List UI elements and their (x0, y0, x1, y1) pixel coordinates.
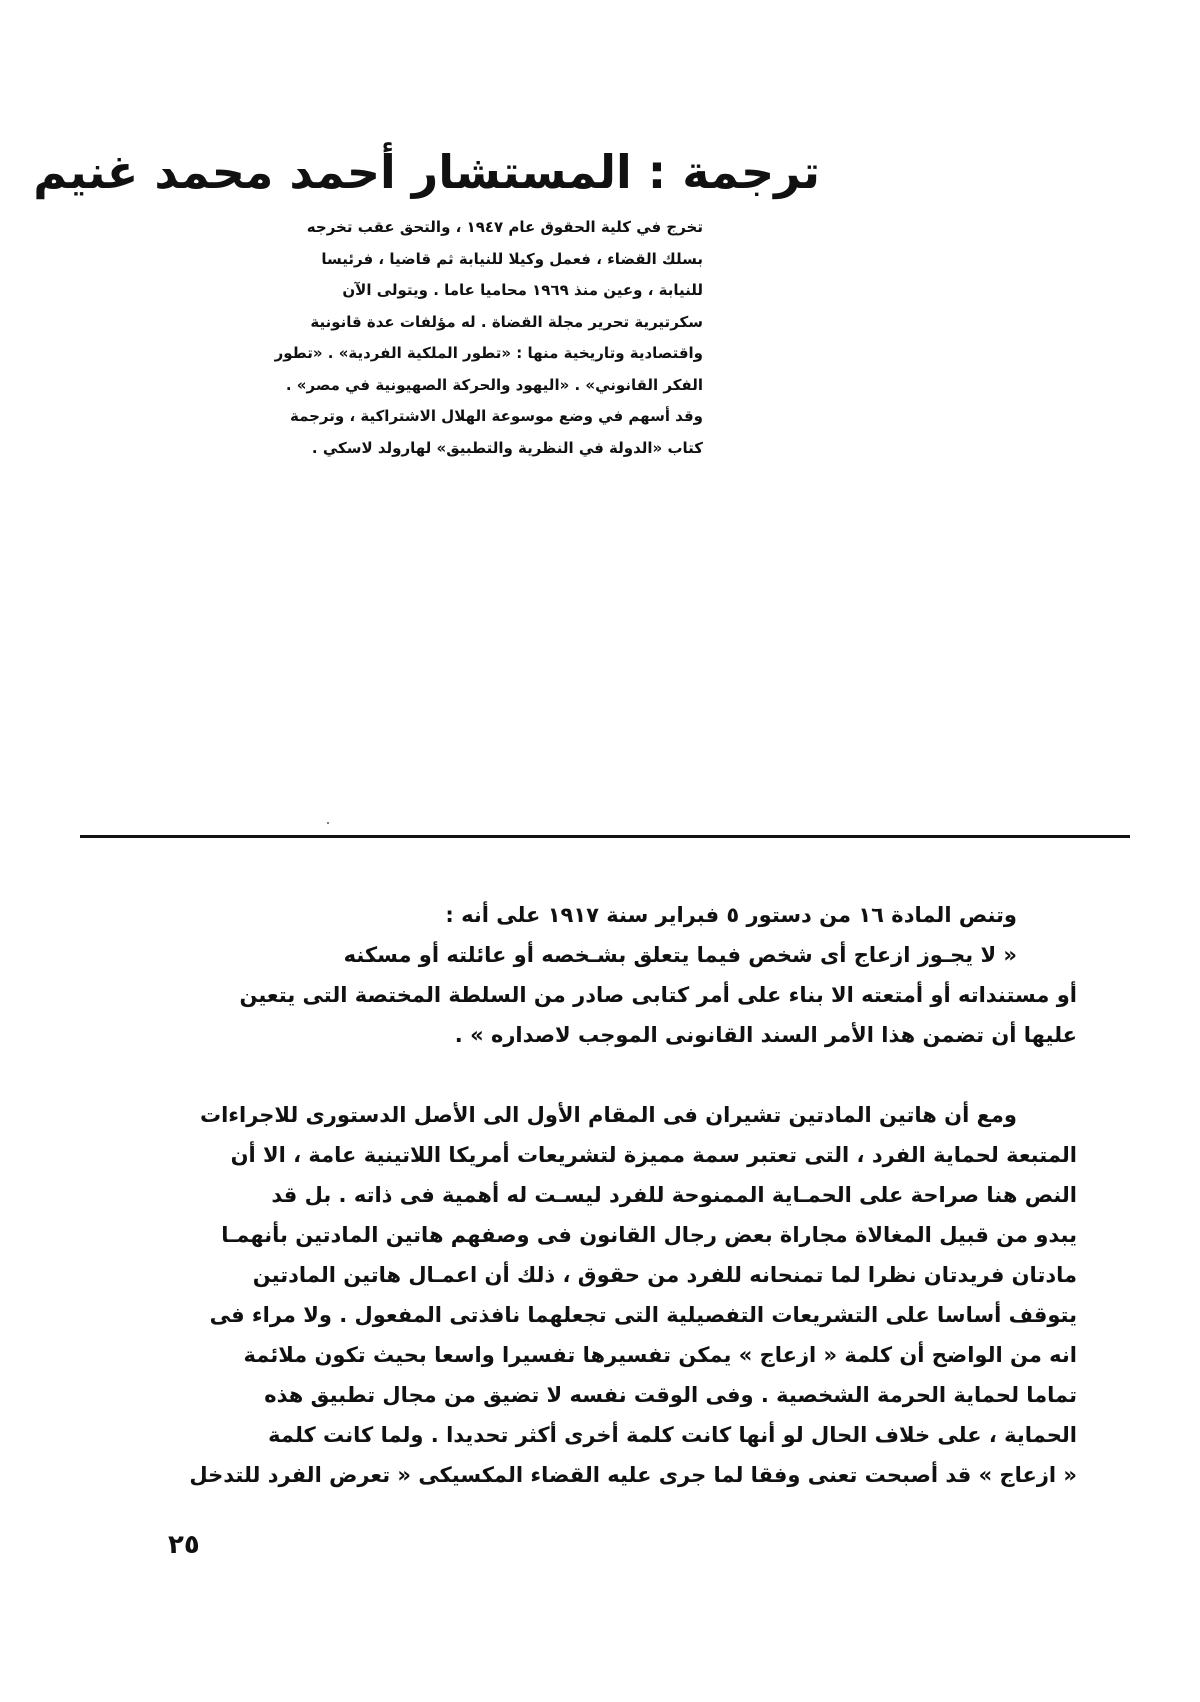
quote-line: « لا يجـوز ازعاج أى شخص فيما يتعلق بشـخصه أو عائلته أو مسكنه (343, 943, 1017, 967)
bio-line: وقد أسهم في وضع موسوعة الهلال الاشتراكية ، وترجمة (289, 407, 703, 425)
bio-line: كتاب «الدولة في النظرية والتطبيق» لهارولد لاسكي . (311, 438, 703, 457)
bio-line: بسلك القضاء ، فعمل وكيلا للنيابة ثم قاضيا ، فرئيسا (321, 249, 703, 268)
paragraph-line: النص هنا صراحة على الحمـاية الممنوحة للفرد ليسـت له أهمية فى ذاته . بل قد (271, 1183, 1077, 1207)
bio-line: واقتصادية وتاريخية منها : «تطور الملكية الفردية» . «تطور (274, 344, 703, 362)
bio-line: للنيابة ، وعين منذ ١٩٦٩ محاميا عاما . ويتولى الآن (342, 281, 703, 299)
paragraph-gap (172, 1055, 1077, 1095)
bio-line: تخرج في كلية الحقوق عام ١٩٤٧ ، والتحق عقب تخرجه (306, 218, 703, 236)
paragraph-line: المتبعة لحماية الفرد ، التى تعتبر سمة مميزة لتشريعات أمريكا اللاتينية عامة ، الا أن (230, 1143, 1077, 1167)
paragraph-line: الحماية ، على خلاف الحال لو أنها كانت كلمة أخرى أكثر تحديدا . ولما كانت كلمة (268, 1423, 1077, 1447)
bio-line: سكرتيرية تحرير مجلة القضاة . له مؤلفات عدة قانونية (310, 312, 703, 331)
bio-line: الفكر القانوني» . «اليهود والحركة الصهيونية في مصر» . (285, 375, 703, 394)
paragraph-line: تماما لحماية الحرمة الشخصية . وفى الوقت نفسه لا تضيق من مجال تطبيق هذه (264, 1383, 1077, 1407)
paragraph-line: مادتان فريدتان نظرا لما تمنحانه للفرد من حقوق ، ذلك أن اعمـال هاتين المادتين (252, 1263, 1077, 1287)
paragraph-line: يتوقف أساسا على التشريعات التفصيلية التى تجعلهما نافذتى المفعول . ولا مراء فى (209, 1303, 1077, 1327)
section-divider (80, 835, 1130, 838)
intro-line: وتنص المادة ١٦ من دستور ٥ فبراير سنة ١٩١٧ على أنه : (445, 903, 1017, 927)
page-number: ٢٥ (168, 1530, 200, 1560)
paragraph-line: ومع أن هاتين المادتين تشيران فى المقام الأول الى الأصل الدستورى للاجراءات (199, 1103, 1017, 1127)
paragraph-line: « ازعاج » قد أصبحت تعنى وفقا لما جرى عليه القضاء المكسيكى « تعرض الفرد للتدخل (189, 1463, 1077, 1487)
article-body (172, 895, 1077, 1495)
paragraph-line: يبدو من قبيل المغالاة مجاراة بعض رجال القانون فى وصفهم هاتين المادتين بأنهمـا (221, 1223, 1077, 1247)
translator-bio (168, 212, 703, 464)
translator-title: ترجمة : المستشار أحمد محمد غنيم (33, 145, 820, 199)
quote-line: عليها أن تضمن هذا الأمر السند القانونى الموجب لاصداره » . (454, 1023, 1077, 1047)
quote-line: أو مستنداته أو أمتعته الا بناء على أمر كتابى صادر من السلطة المختصة التى يتعين (239, 983, 1077, 1007)
paragraph-line: انه من الواضح أن كلمة « ازعاج » يمكن تفسيرها تفسيرا واسعا بحيث تكون ملائمة (243, 1343, 1077, 1367)
stray-dot (327, 822, 329, 824)
